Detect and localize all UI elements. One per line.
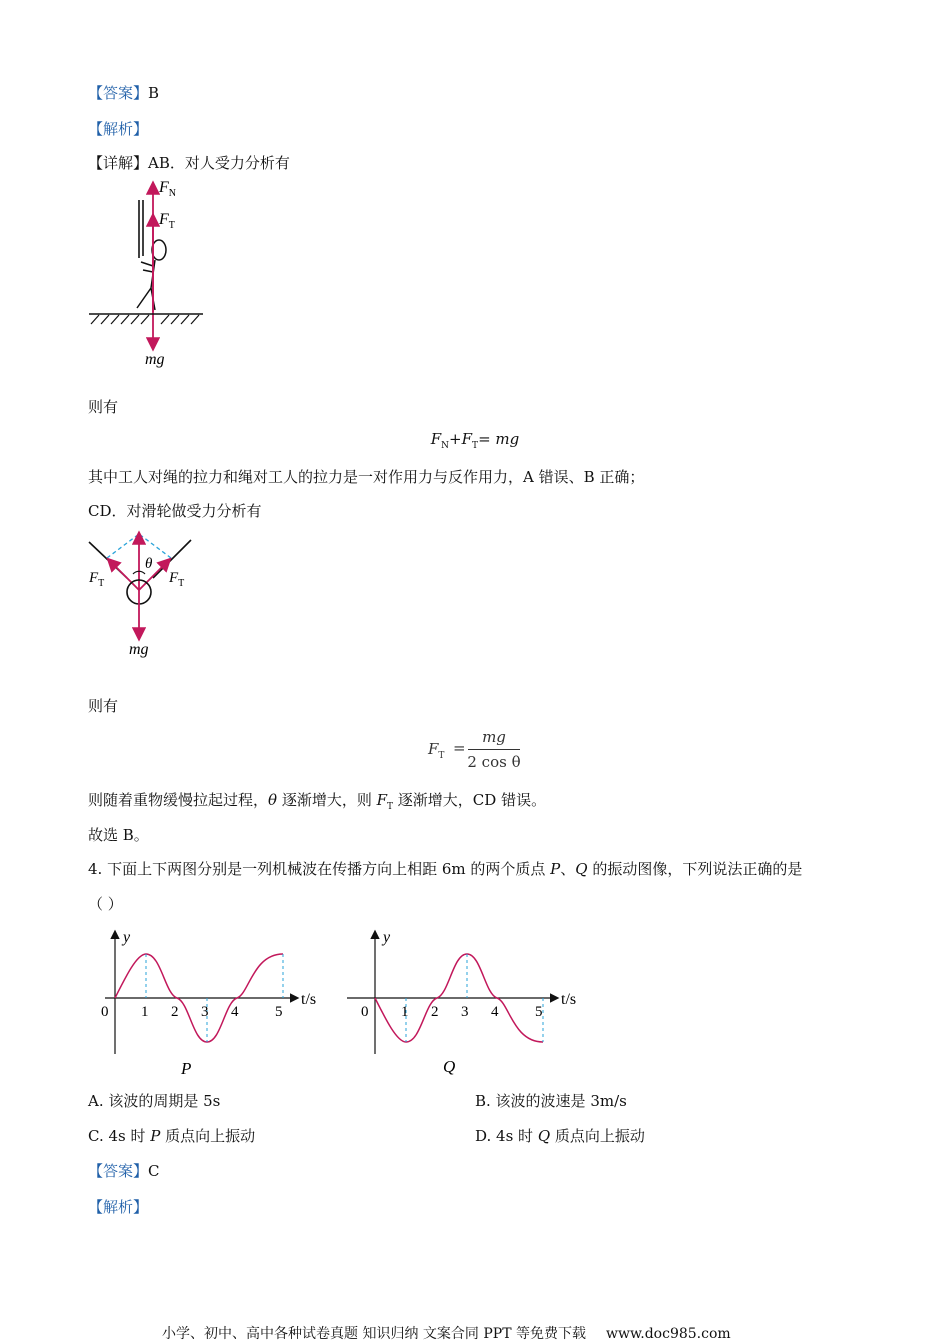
explain-line-1: 其中工人对绳的拉力和绳对工人的拉力是一对作用力与反作用力，A 错误、B 正确； — [88, 468, 645, 486]
conclusion-line: 故选 B。 — [88, 826, 149, 844]
tick-3: 3 — [201, 1004, 209, 1020]
option-d[interactable]: D. 4s 时 Q 质点向上振动 — [475, 1127, 645, 1145]
analysis-line-q4 — [88, 1196, 148, 1217]
person-head — [152, 240, 166, 260]
then-line-1: 则有 — [88, 398, 119, 416]
explain-line-2: 则随着重物缓慢拉起过程，θ 逐渐增大，则 $F_T$ 逐渐增大，CD 错误。 — [88, 791, 547, 812]
tick-3: 3 — [461, 1004, 469, 1020]
ft-label-right: $F_T$ — [169, 570, 185, 589]
ground-hatch — [91, 315, 199, 324]
tick-1: 1 — [401, 1004, 409, 1020]
theta-label: θ — [145, 556, 153, 572]
footer-text: 小学、初中、高中各种试卷真题 知识归纳 文案合同 PPT 等免费下载 — [162, 1326, 586, 1342]
tick-4: 4 — [491, 1004, 499, 1020]
graph-q-label: Q — [443, 1057, 456, 1076]
person-force-diagram — [85, 178, 215, 373]
tick-2: 2 — [431, 1004, 439, 1020]
detail-tag: 【详解】 — [88, 154, 149, 172]
answer-value: C — [148, 1162, 160, 1180]
option-a[interactable]: A. 该波的周期是 5s — [88, 1092, 221, 1110]
analysis-tag: 【解析】 — [88, 1198, 149, 1216]
vibration-graph-q — [345, 922, 585, 1080]
option-b[interactable]: B. 该波的波速是 3m/s — [475, 1092, 627, 1110]
tick-5: 5 — [275, 1004, 283, 1020]
analysis-tag: 【解析】 — [88, 120, 149, 138]
page-footer — [162, 1323, 731, 1343]
ft-right-arrow — [139, 560, 169, 590]
then-line-2: 则有 — [88, 697, 119, 715]
tick-5: 5 — [535, 1004, 543, 1020]
t-label-p: t/s — [301, 991, 317, 1008]
footer-url[interactable]: www.doc985.com — [605, 1326, 731, 1342]
detail-ab-text: AB．对人受力分析有 — [148, 154, 290, 172]
answer-tag: 【答案】 — [88, 84, 149, 102]
mg-label: mg — [145, 351, 165, 368]
question-4-stem: 4. 下面上下两图分别是一列机械波在传播方向上相距 6m 的两个质点 P、Q 的振动图像，下列说法正确的是 — [88, 860, 803, 878]
t-label-q: t/s — [561, 991, 577, 1008]
answer-tag: 【答案】 — [88, 1162, 149, 1180]
analysis-line — [88, 118, 148, 139]
fn-label: $F_N$ — [159, 179, 177, 199]
ft-label: $F_T$ — [159, 211, 175, 231]
pulley-force-diagram — [85, 530, 205, 660]
answer-line — [88, 82, 159, 103]
cd-line: CD．对滑轮做受力分析有 — [88, 502, 262, 520]
graph-p-label: P — [181, 1059, 192, 1078]
ft-left-arrow — [109, 560, 139, 590]
answer-line-q4 — [88, 1160, 160, 1181]
tick-0: 0 — [101, 1004, 109, 1020]
y-label-p: y — [123, 929, 131, 946]
y-label-q: y — [383, 929, 391, 946]
question-4-paren: （ ） — [88, 895, 123, 913]
answer-value: B — [148, 84, 160, 102]
tick-4: 4 — [231, 1004, 239, 1020]
ft-label-left: $F_T$ — [89, 570, 105, 589]
tick-0: 0 — [361, 1004, 369, 1020]
vibration-graph-p — [85, 922, 325, 1080]
detail-line — [88, 152, 290, 173]
equation-1: $F_N+F_T=$ mg — [430, 430, 520, 451]
mg-label-2: mg — [129, 641, 149, 658]
tick-1: 1 — [141, 1004, 149, 1020]
option-c[interactable]: C. 4s 时 P 质点向上振动 — [88, 1127, 256, 1145]
tick-2: 2 — [171, 1004, 179, 1020]
